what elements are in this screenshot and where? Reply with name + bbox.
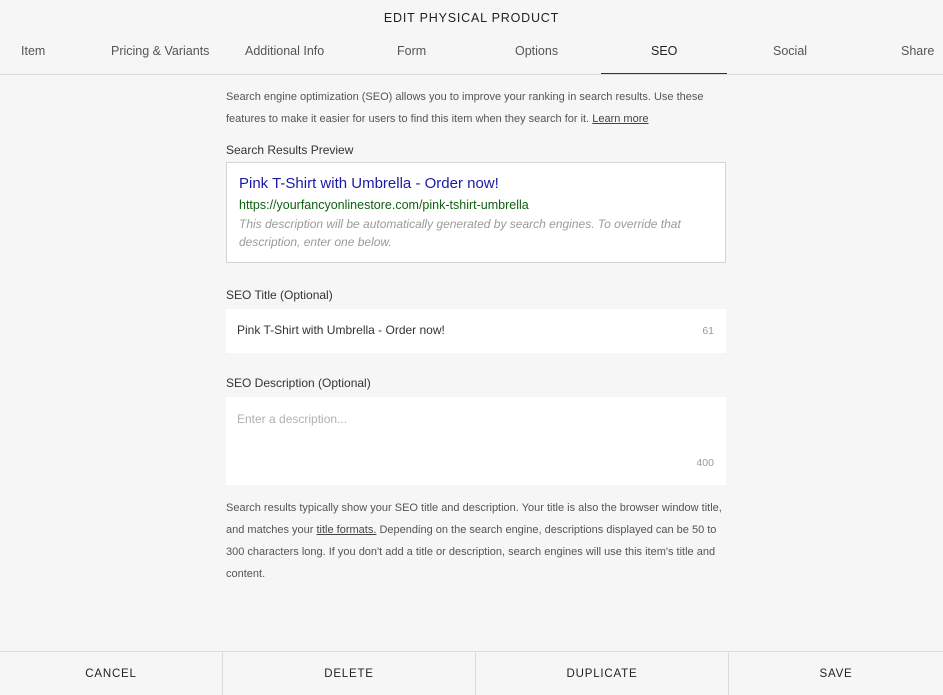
tab-seo[interactable]: SEO bbox=[651, 44, 678, 58]
seo-description-input[interactable] bbox=[226, 397, 726, 485]
seo-title-char-count: 61 bbox=[702, 325, 714, 337]
tab-form[interactable]: Form bbox=[397, 44, 427, 58]
learn-more-link[interactable]: Learn more bbox=[592, 113, 649, 125]
delete-button[interactable]: DELETE bbox=[222, 652, 475, 695]
helper-text-part2: Depending on the search engine, descriptions displayed can be 50 to 300 characters long. If you don't add a title or description, search engines will use this item's title and content. bbox=[226, 524, 717, 580]
tab-item[interactable]: Item bbox=[21, 44, 46, 58]
seo-description-placeholder: Enter a description... bbox=[237, 412, 348, 426]
preview-url: https://yourfancyonlinestore.com/pink-tshirt-umbrella bbox=[239, 198, 529, 212]
tab-pricing-variants[interactable]: Pricing & Variants bbox=[111, 44, 210, 58]
seo-intro bbox=[226, 86, 726, 130]
title-formats-link[interactable]: title formats. bbox=[316, 524, 377, 536]
seo-intro-text: Search engine optimization (SEO) allows you to improve your ranking in search results. Use these features to make it easier for users to find this item when they search for it. bbox=[226, 91, 704, 125]
seo-title-value: Pink T-Shirt with Umbrella - Order now! bbox=[237, 323, 445, 337]
seo-title-input[interactable] bbox=[226, 309, 726, 353]
duplicate-button[interactable]: DUPLICATE bbox=[475, 652, 728, 695]
cancel-button[interactable]: CANCEL bbox=[85, 668, 137, 680]
tab-social[interactable]: Social bbox=[773, 44, 808, 58]
seo-title-label: SEO Title (Optional) bbox=[226, 288, 333, 302]
seo-helper-text bbox=[226, 497, 726, 585]
preview-title: Pink T-Shirt with Umbrella - Order now! bbox=[239, 175, 499, 192]
dialog-title: EDIT PHYSICAL PRODUCT bbox=[383, 11, 560, 25]
seo-description-label: SEO Description (Optional) bbox=[226, 376, 371, 390]
seo-description-char-count: 400 bbox=[696, 457, 714, 469]
tab-additional-info[interactable]: Additional Info bbox=[245, 44, 325, 58]
save-button[interactable]: SAVE bbox=[728, 652, 943, 695]
dialog-footer bbox=[0, 651, 943, 695]
tab-bar bbox=[0, 37, 943, 75]
tab-share[interactable]: Share bbox=[901, 44, 935, 58]
helper-text-part1: Search results typically show your SEO title and description. Your title is also the browser window title, and matches your bbox=[226, 502, 722, 536]
tab-options[interactable]: Options bbox=[515, 44, 559, 58]
active-tab-indicator bbox=[601, 73, 727, 74]
search-preview-label: Search Results Preview bbox=[226, 143, 354, 157]
preview-description: This description will be automatically generated by search engines. To override that description, enter one below. bbox=[239, 217, 681, 249]
search-results-preview bbox=[226, 162, 726, 263]
seo-panel bbox=[226, 86, 726, 585]
